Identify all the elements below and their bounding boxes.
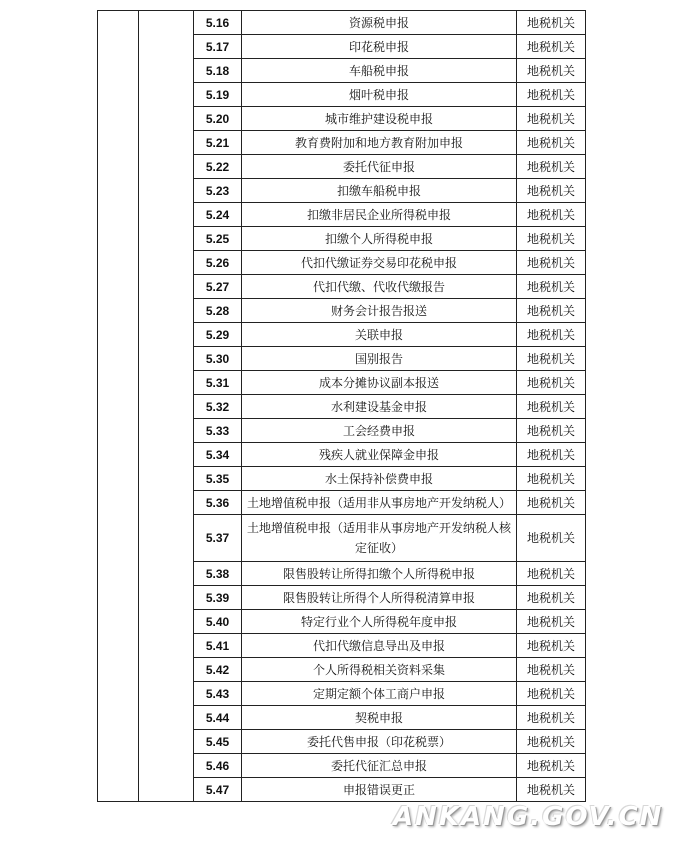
item-number: 5.23 [194, 179, 242, 203]
item-name: 水利建设基金申报 [242, 395, 517, 419]
item-organ: 地税机关 [517, 35, 586, 59]
table-body [98, 11, 586, 802]
item-name: 契税申报 [242, 706, 517, 730]
item-number: 5.36 [194, 491, 242, 515]
item-number: 5.41 [194, 634, 242, 658]
item-name: 财务会计报告报送 [242, 299, 517, 323]
item-name: 代扣代缴证券交易印花税申报 [242, 251, 517, 275]
item-name: 成本分摊协议副本报送 [242, 371, 517, 395]
item-number: 5.28 [194, 299, 242, 323]
item-organ: 地税机关 [517, 131, 586, 155]
item-organ: 地税机关 [517, 203, 586, 227]
tax-service-table [97, 10, 586, 802]
item-name: 土地增值税申报（适用非从事房地产开发纳税人） [242, 491, 517, 515]
item-name: 委托代售申报（印花税票） [242, 730, 517, 754]
item-name: 残疾人就业保障金申报 [242, 443, 517, 467]
item-number: 5.35 [194, 467, 242, 491]
item-number: 5.17 [194, 35, 242, 59]
item-number: 5.24 [194, 203, 242, 227]
item-name: 扣缴非居民企业所得税申报 [242, 203, 517, 227]
item-name: 限售股转让所得扣缴个人所得税申报 [242, 562, 517, 586]
item-organ: 地税机关 [517, 515, 586, 562]
item-number: 5.31 [194, 371, 242, 395]
item-organ: 地税机关 [517, 299, 586, 323]
item-name: 印花税申报 [242, 35, 517, 59]
item-organ: 地税机关 [517, 562, 586, 586]
item-number: 5.34 [194, 443, 242, 467]
item-name: 委托代征汇总申报 [242, 754, 517, 778]
item-organ: 地税机关 [517, 706, 586, 730]
item-name: 城市维护建设税申报 [242, 107, 517, 131]
item-organ: 地税机关 [517, 778, 586, 802]
item-number: 5.37 [194, 515, 242, 562]
item-name: 委托代征申报 [242, 155, 517, 179]
item-organ: 地税机关 [517, 467, 586, 491]
item-organ: 地税机关 [517, 323, 586, 347]
category-cell [98, 11, 139, 802]
item-name: 个人所得税相关资料采集 [242, 658, 517, 682]
item-name: 特定行业个人所得税年度申报 [242, 610, 517, 634]
item-organ: 地税机关 [517, 754, 586, 778]
item-number: 5.33 [194, 419, 242, 443]
item-name: 工会经费申报 [242, 419, 517, 443]
item-number: 5.46 [194, 754, 242, 778]
item-name: 资源税申报 [242, 11, 517, 35]
item-organ: 地税机关 [517, 347, 586, 371]
item-number: 5.21 [194, 131, 242, 155]
item-name: 限售股转让所得个人所得税清算申报 [242, 586, 517, 610]
item-organ: 地税机关 [517, 179, 586, 203]
item-organ: 地税机关 [517, 395, 586, 419]
item-organ: 地税机关 [517, 371, 586, 395]
item-name: 关联申报 [242, 323, 517, 347]
item-name: 烟叶税申报 [242, 83, 517, 107]
item-organ: 地税机关 [517, 419, 586, 443]
table [97, 10, 586, 802]
item-organ: 地税机关 [517, 682, 586, 706]
item-name: 国别报告 [242, 347, 517, 371]
item-number: 5.47 [194, 778, 242, 802]
item-name: 代扣代缴、代收代缴报告 [242, 275, 517, 299]
item-organ: 地税机关 [517, 227, 586, 251]
item-name: 水土保持补偿费申报 [242, 467, 517, 491]
item-name: 车船税申报 [242, 59, 517, 83]
item-number: 5.20 [194, 107, 242, 131]
item-number: 5.38 [194, 562, 242, 586]
item-number: 5.25 [194, 227, 242, 251]
item-number: 5.43 [194, 682, 242, 706]
item-number: 5.18 [194, 59, 242, 83]
item-organ: 地税机关 [517, 251, 586, 275]
item-organ: 地税机关 [517, 586, 586, 610]
item-number: 5.30 [194, 347, 242, 371]
item-organ: 地税机关 [517, 83, 586, 107]
item-number: 5.19 [194, 83, 242, 107]
item-name: 教育费附加和地方教育附加申报 [242, 131, 517, 155]
item-organ: 地税机关 [517, 658, 586, 682]
item-organ: 地税机关 [517, 730, 586, 754]
item-organ: 地税机关 [517, 610, 586, 634]
item-name: 定期定额个体工商户申报 [242, 682, 517, 706]
item-organ: 地税机关 [517, 275, 586, 299]
site-watermark: ANKANG.GOV.CN [393, 802, 664, 832]
item-name: 代扣代缴信息导出及申报 [242, 634, 517, 658]
item-name: 土地增值税申报（适用非从事房地产开发纳税人核定征收） [242, 515, 517, 562]
item-organ: 地税机关 [517, 59, 586, 83]
item-number: 5.44 [194, 706, 242, 730]
item-name: 扣缴个人所得税申报 [242, 227, 517, 251]
item-organ: 地税机关 [517, 155, 586, 179]
item-number: 5.40 [194, 610, 242, 634]
item-number: 5.42 [194, 658, 242, 682]
item-name: 申报错误更正 [242, 778, 517, 802]
item-number: 5.16 [194, 11, 242, 35]
item-number: 5.26 [194, 251, 242, 275]
item-number: 5.32 [194, 395, 242, 419]
item-number: 5.22 [194, 155, 242, 179]
item-number: 5.45 [194, 730, 242, 754]
item-number: 5.39 [194, 586, 242, 610]
item-name: 扣缴车船税申报 [242, 179, 517, 203]
item-number: 5.27 [194, 275, 242, 299]
item-number: 5.29 [194, 323, 242, 347]
item-organ: 地税机关 [517, 107, 586, 131]
item-organ: 地税机关 [517, 443, 586, 467]
item-organ: 地税机关 [517, 11, 586, 35]
table-row [98, 11, 586, 35]
item-organ: 地税机关 [517, 634, 586, 658]
item-organ: 地税机关 [517, 491, 586, 515]
subcategory-cell [139, 11, 194, 802]
